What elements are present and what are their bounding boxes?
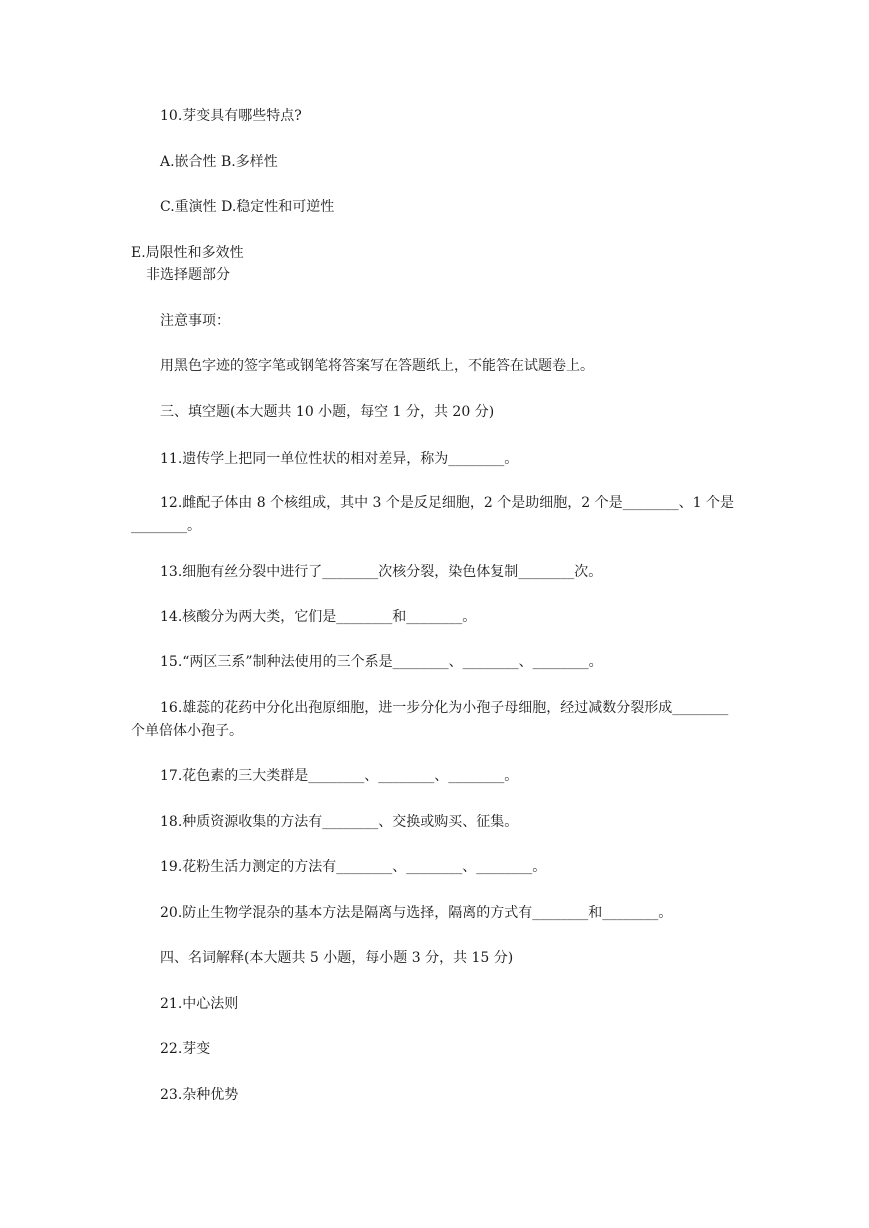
question-19: 19.花粉生活力测定的方法有________、________、________。 [160, 859, 547, 875]
question-10-options-ab: A.嵌合性 B.多样性 [160, 154, 278, 170]
question-16: 16.雄蕊的花药中分化出孢原细胞，进一步分化为小孢子母细胞，经过减数分裂形成________个单倍体小孢子。 [131, 700, 729, 739]
question-18: 18.种质资源收集的方法有________、交换或购买、征集。 [160, 814, 519, 830]
question-10-options-cd: C.重演性 D.稳定性和可逆性 [160, 199, 335, 215]
question-15: 15.“两区三系”制种法使用的三个系是________、________、________。 [160, 654, 603, 670]
question-21: 21.中心法则 [160, 996, 239, 1012]
question-23: 23.杂种优势 [160, 1087, 239, 1103]
question-17: 17.花色素的三大类群是________、________、________。 [160, 768, 519, 784]
question-13: 13.细胞有丝分裂中进行了________次核分裂，染色体复制________次。 [160, 564, 603, 580]
section-4-heading: 四、名词解释(本大题共 5 小题，每小题 3 分，共 15 分) [160, 950, 514, 966]
notice-text: 用黑色字迹的签字笔或钢笔将答案写在答题纸上，不能答在试题卷上。 [160, 358, 594, 374]
question-10: 10.芽变具有哪些特点? [160, 108, 302, 124]
question-11: 11.遗传学上把同一单位性状的相对差异，称为________。 [160, 451, 519, 467]
question-12: 12.雌配子体由 8 个核组成，其中 3 个是反足细胞，2 个是助细胞，2 个是________、1 个是________。 [131, 495, 734, 534]
question-10-option-e: E.局限性和多效性 [131, 245, 244, 261]
question-20: 20.防止生物学混杂的基本方法是隔离与选择，隔离的方式有________和________。 [160, 905, 673, 921]
part-title: 非选择题部分 [146, 267, 230, 283]
notice-title: 注意事项： [160, 313, 230, 329]
section-3-heading: 三、填空题(本大题共 10 小题，每空 1 分，共 20 分) [160, 404, 495, 420]
question-22: 22.芽变 [160, 1041, 211, 1057]
question-14: 14.核酸分为两大类，它们是________和________。 [160, 609, 477, 625]
